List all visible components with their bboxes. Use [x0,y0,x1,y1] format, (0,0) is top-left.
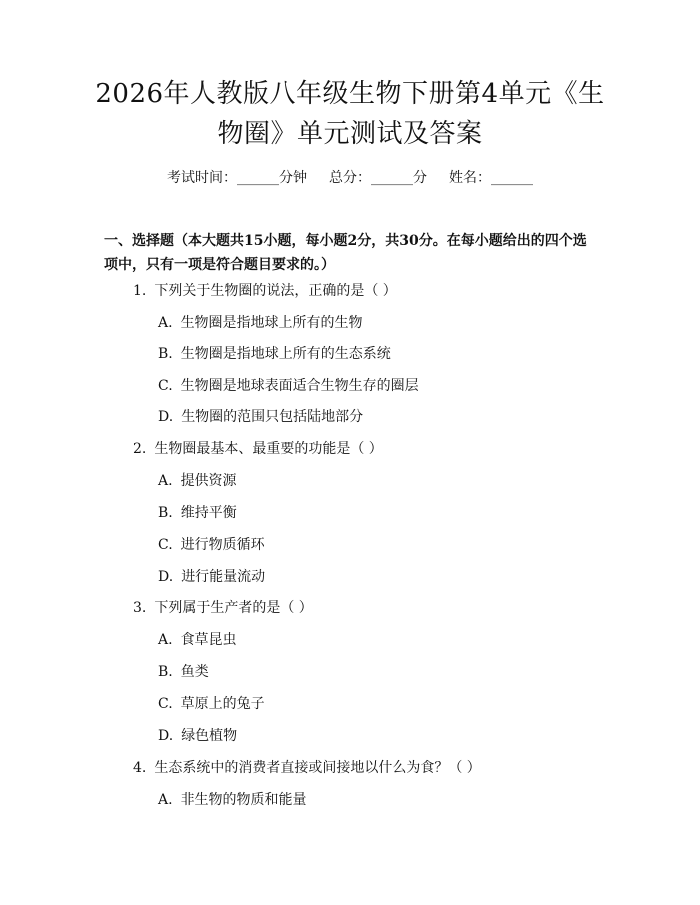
question-2-option-a [158,471,237,491]
title-line-1: 2026年人教版八年级生物下册第4单元《生 [95,79,605,109]
page-title [70,74,630,154]
question-4-option-a [158,790,307,810]
option-letter: A. [158,792,173,808]
option-text: 草原上的兔子 [180,696,265,712]
option-letter: D. [158,569,174,585]
question-1-option-b [158,344,391,364]
option-letter: B. [158,346,173,362]
question-2-option-d [158,567,265,587]
question-number: 2. [133,441,147,457]
question-text: 下列关于生物圈的说法，正确的是（ ） [154,283,397,299]
question-number: 4. [133,760,147,776]
option-letter: C. [158,378,173,394]
exam-time: 考试时间：______分钟 [167,170,307,186]
option-text: 非生物的物质和能量 [180,792,307,808]
section-heading [104,229,604,277]
option-text: 提供资源 [180,473,237,489]
question-3 [133,598,313,618]
option-text: 进行物质循环 [180,537,265,553]
question-1-option-d [158,407,363,427]
option-text: 绿色植物 [181,728,238,744]
option-text: 鱼类 [180,664,209,680]
question-number: 1. [133,283,147,299]
option-letter: D. [158,409,174,425]
question-3-option-c [158,694,265,714]
question-3-option-d [158,726,237,746]
option-text: 生物圈的范围只包括陆地部分 [181,409,364,425]
question-text: 生态系统中的消费者直接或间接地以什么为食？（ ） [154,760,481,776]
option-text: 食草昆虫 [180,632,237,648]
option-letter: A. [158,315,173,331]
option-letter: A. [158,473,173,489]
student-name: 姓名：______ [449,170,533,186]
question-2-option-b [158,503,237,523]
option-text: 进行能量流动 [181,569,266,585]
title-line-2: 物圈》单元测试及答案 [217,119,483,149]
option-letter: A. [158,632,173,648]
question-text: 下列属于生产者的是（ ） [154,600,313,616]
question-2 [133,439,383,459]
question-1-option-c [158,376,419,396]
exam-score: 总分：______分 [329,170,427,186]
option-letter: B. [158,664,173,680]
option-text: 维持平衡 [180,505,237,521]
option-text: 生物圈是指地球上所有的生物 [180,315,363,331]
question-3-option-a [158,630,237,650]
exam-meta [0,168,700,188]
option-letter: D. [158,728,174,744]
option-letter: C. [158,696,173,712]
question-3-option-b [158,662,209,682]
option-text: 生物圈是指地球上所有的生态系统 [180,346,391,362]
question-number: 3. [133,600,147,616]
option-letter: C. [158,537,173,553]
section-heading-line-2: 项中，只有一项是符合题目要求的。） [104,257,335,273]
question-text: 生物圈最基本、最重要的功能是（ ） [154,441,383,457]
option-letter: B. [158,505,173,521]
section-heading-line-1: 一、选择题（本大题共15小题，每小题2分，共30分。在每小题给出的四个选 [104,233,587,249]
question-2-option-c [158,535,265,555]
question-1 [133,281,397,301]
question-4 [133,758,481,778]
option-text: 生物圈是地球表面适合生物生存的圈层 [180,378,419,394]
question-1-option-a [158,313,363,333]
